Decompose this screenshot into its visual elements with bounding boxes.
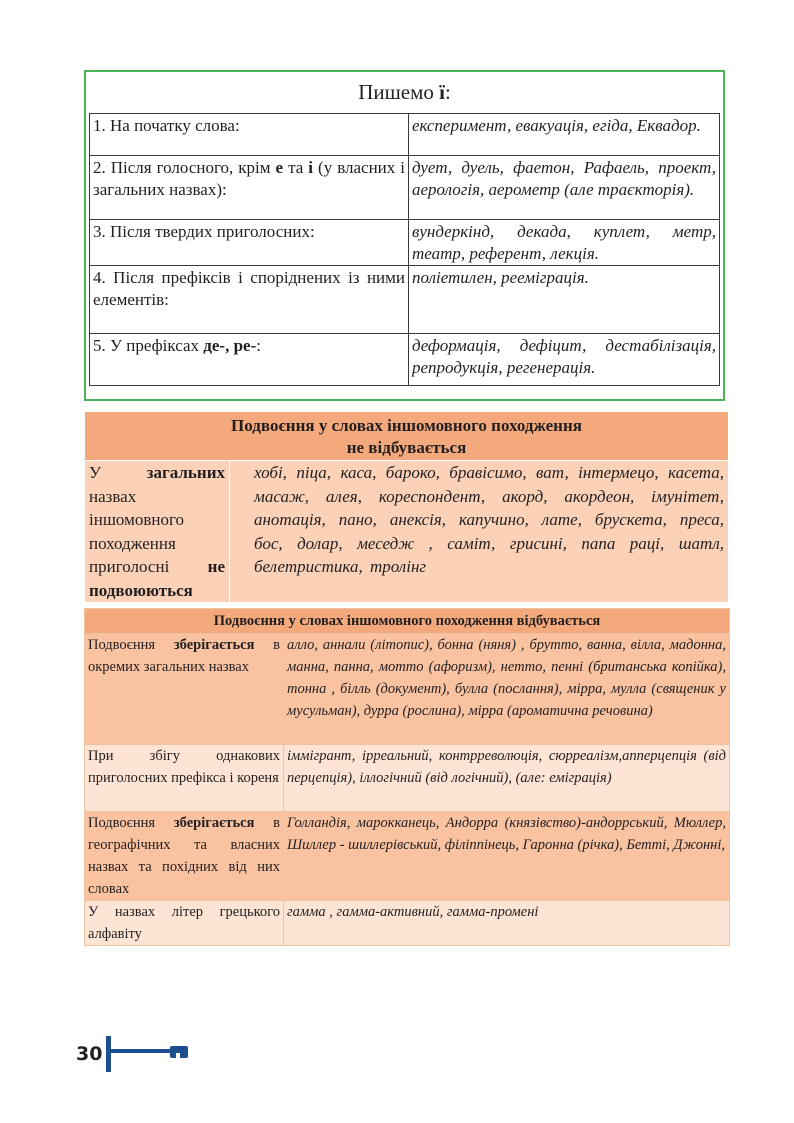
- examples-cell: експеримент, евакуація, егіда, Еквадор.: [409, 114, 720, 156]
- table-row: [85, 901, 730, 946]
- no-doubling-table: [84, 411, 729, 603]
- table-header-row: [85, 609, 730, 634]
- table-row: [90, 334, 720, 386]
- table-title: Пишемо ї:: [358, 80, 451, 104]
- doubling-table: [84, 608, 730, 946]
- rule-cell: Подвоєння зберігається в географічних та власних назвах та похідних від них словах: [85, 812, 284, 901]
- table-row: [85, 634, 730, 745]
- examples-cell: деформація, дефіцит, дестабілізація, репродукція, регенерація.: [409, 334, 720, 386]
- table-row: [90, 266, 720, 334]
- table-row: [85, 461, 729, 603]
- page-marker-line: [108, 1049, 172, 1053]
- page-marker-bar: [106, 1036, 111, 1072]
- table-row: [90, 220, 720, 266]
- rule-cell: Подвоєння зберігається в окремих загальних назвах: [85, 634, 284, 745]
- examples-cell: іммігрант, ірреальний, контрреволюція, сюрреалізм,апперцепція (від перцепція), іллогічний (від логічний), (але: еміграція): [284, 745, 730, 812]
- table-header-row: [85, 412, 729, 461]
- examples-cell: дует, дуель, фаетон, Рафаель, проект, аерологія, аерометр (але траєкторія).: [409, 156, 720, 220]
- table-header: Подвоєння у словах іншомовного походження відбувається: [85, 609, 730, 634]
- examples-cell: гамма , гамма-активний, гамма-промені: [284, 901, 730, 946]
- rules-table: [89, 113, 720, 386]
- examples-cell: алло, аннали (літопис), бонна (няня) , брутто, ванна, вілла, мадонна, манна, панна, мотто (афоризм), нетто, пенні (британська копійка), тонна , білль (документ), булла (послання), мірра, мулла (священик у мусульман), дурра (рослина), мірра (ароматична речовина): [284, 634, 730, 745]
- examples-cell: хобі, піца, каса, бароко, бравісимо, ват, інтермецо, касета, масаж, алея, кореспондент, акорд, акордеон, імунітет, анотація, пано, анексія, капучино, лате, брускета, преса, бос, долар, меседж , саміт, грисині, папа рацi, шатл, белетристика, тролінг: [230, 461, 729, 603]
- rule-cell: 4. Після префіксів і споріднених із ними елементів:: [90, 266, 409, 334]
- spelling-rules-box: [84, 70, 725, 401]
- table-row: [85, 812, 730, 901]
- examples-cell: Голландія, марокканець, Андорра (князівство)-андоррський, Мюллер, Шиллер - шиллерівський, філіппінець, Гаронна (річка), Бетті, Джонні,: [284, 812, 730, 901]
- page-marker-end-icon: [170, 1046, 188, 1058]
- page-number: 30: [76, 1043, 103, 1065]
- table-row: [90, 156, 720, 220]
- examples-cell: вундеркінд, декада, куплет, метр, театр, референт, лекція.: [409, 220, 720, 266]
- rule-cell: 2. Після голосного, крім е та і (у власних і загальних назвах):: [90, 156, 409, 220]
- rule-cell: У назвах літер грецького алфавіту: [85, 901, 284, 946]
- rule-cell: 3. Після твердих приголосних:: [90, 220, 409, 266]
- rule-cell: При збігу однакових приголосних префікса і кореня: [85, 745, 284, 812]
- rule-cell: 5. У префіксах де-, ре-:: [90, 334, 409, 386]
- examples-cell: поліетилен, реемігрaція.: [409, 266, 720, 334]
- table-row: [85, 745, 730, 812]
- rule-cell: У загальних назвах іншомовного походження приголосні не подвоюються: [85, 461, 230, 603]
- rule-cell: 1. На початку слова:: [90, 114, 409, 156]
- table-header: Подвоєння у словах іншомовного походження не відбувається: [85, 412, 729, 461]
- table-row: [90, 114, 720, 156]
